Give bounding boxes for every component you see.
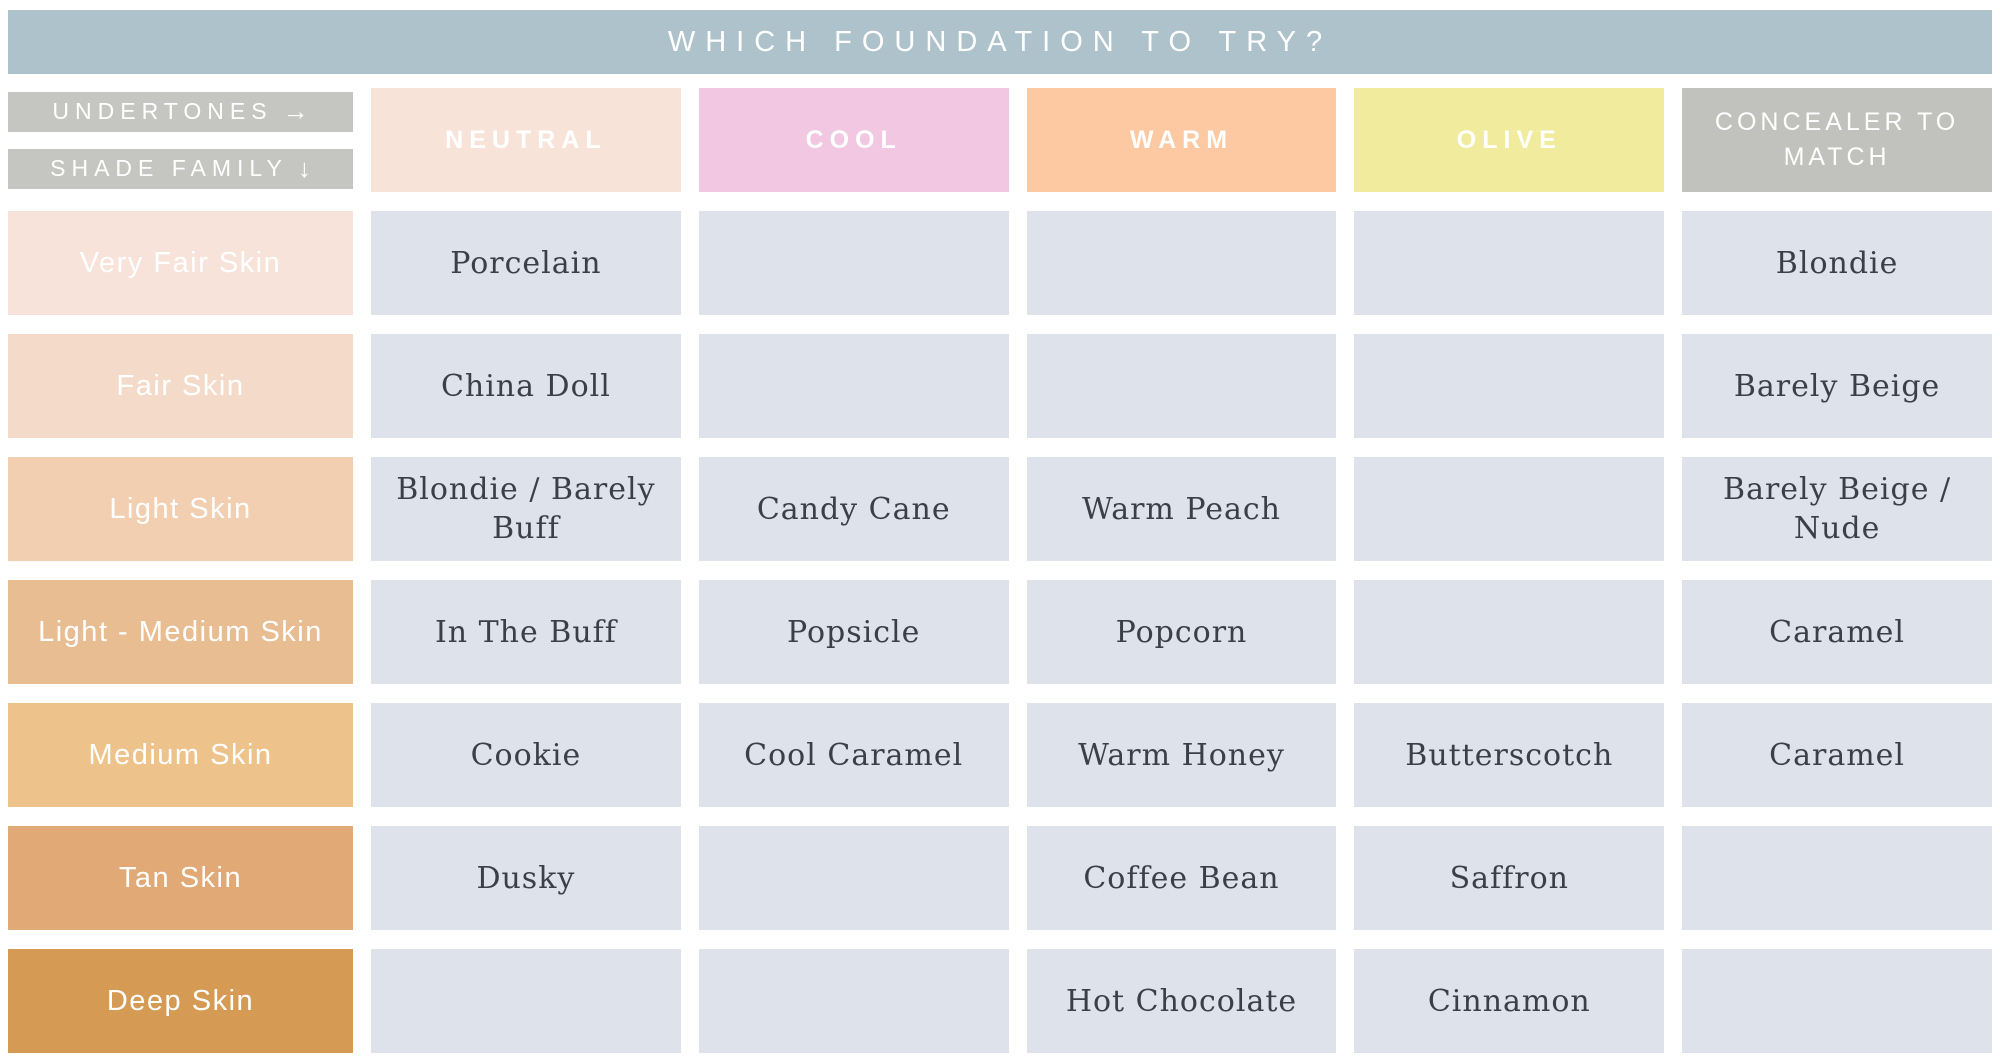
row-label-tan-skin: Tan Skin (8, 826, 353, 930)
cell-very-fair-skin-cool-empty (699, 211, 1009, 315)
foundation-chart-page (0, 10, 2000, 1063)
cell-light-skin-cool: Candy Cane (699, 457, 1009, 561)
cell-light-skin-concealer-to-match: Barely Beige / Nude (1682, 457, 1992, 561)
cell-deep-skin-neutral-empty (371, 949, 681, 1053)
shade-family-label-text: SHADE FAMILY (50, 155, 288, 181)
cell-fair-skin-neutral: China Doll (371, 334, 681, 438)
row-label-light-skin: Light Skin (8, 457, 353, 561)
cell-very-fair-skin-concealer-to-match: Blondie (1682, 211, 1992, 315)
axis-labels-cell (8, 88, 353, 192)
cell-medium-skin-concealer-to-match: Caramel (1682, 703, 1992, 807)
cell-very-fair-skin-warm-empty (1027, 211, 1337, 315)
cell-fair-skin-olive-empty (1354, 334, 1664, 438)
column-header-neutral: NEUTRAL (371, 88, 681, 192)
cell-deep-skin-cool-empty (699, 949, 1009, 1053)
cell-deep-skin-concealer-to-match-empty (1682, 949, 1992, 1053)
cell-tan-skin-warm: Coffee Bean (1027, 826, 1337, 930)
cell-light-medium-skin-olive-empty (1354, 580, 1664, 684)
cell-fair-skin-warm-empty (1027, 334, 1337, 438)
cell-medium-skin-warm: Warm Honey (1027, 703, 1337, 807)
cell-medium-skin-neutral: Cookie (371, 703, 681, 807)
cell-light-skin-warm: Warm Peach (1027, 457, 1337, 561)
cell-tan-skin-neutral: Dusky (371, 826, 681, 930)
undertones-axis-label (8, 92, 353, 132)
cell-very-fair-skin-olive-empty (1354, 211, 1664, 315)
cell-tan-skin-cool-empty (699, 826, 1009, 930)
cell-very-fair-skin-neutral: Porcelain (371, 211, 681, 315)
cell-tan-skin-concealer-to-match-empty (1682, 826, 1992, 930)
cell-light-medium-skin-concealer-to-match: Caramel (1682, 580, 1992, 684)
column-header-concealer-to-match: CONCEALER TO MATCH (1682, 88, 1992, 192)
row-label-deep-skin: Deep Skin (8, 949, 353, 1053)
cell-light-medium-skin-warm: Popcorn (1027, 580, 1337, 684)
cell-light-skin-olive-empty (1354, 457, 1664, 561)
cell-medium-skin-cool: Cool Caramel (699, 703, 1009, 807)
column-header-cool: COOL (699, 88, 1009, 192)
cell-light-medium-skin-cool: Popsicle (699, 580, 1009, 684)
cell-light-skin-neutral: Blondie / Barely Buff (371, 457, 681, 561)
cell-deep-skin-warm: Hot Chocolate (1027, 949, 1337, 1053)
cell-tan-skin-olive: Saffron (1354, 826, 1664, 930)
chart-title-banner: WHICH FOUNDATION TO TRY? (8, 10, 1992, 74)
cell-deep-skin-olive: Cinnamon (1354, 949, 1664, 1053)
cell-medium-skin-olive: Butterscotch (1354, 703, 1664, 807)
row-label-very-fair-skin: Very Fair Skin (8, 211, 353, 315)
arrow-right-icon: → (282, 96, 309, 126)
column-header-olive: OLIVE (1354, 88, 1664, 192)
foundation-table (0, 88, 2000, 1053)
row-label-fair-skin: Fair Skin (8, 334, 353, 438)
cell-fair-skin-cool-empty (699, 334, 1009, 438)
column-header-warm: WARM (1027, 88, 1337, 192)
arrow-down-icon: ↓ (297, 153, 311, 183)
undertones-label-text: UNDERTONES (52, 98, 273, 124)
cell-fair-skin-concealer-to-match: Barely Beige (1682, 334, 1992, 438)
row-label-light-medium-skin: Light - Medium Skin (8, 580, 353, 684)
row-label-medium-skin: Medium Skin (8, 703, 353, 807)
shade-family-axis-label (8, 149, 353, 189)
cell-light-medium-skin-neutral: In The Buff (371, 580, 681, 684)
